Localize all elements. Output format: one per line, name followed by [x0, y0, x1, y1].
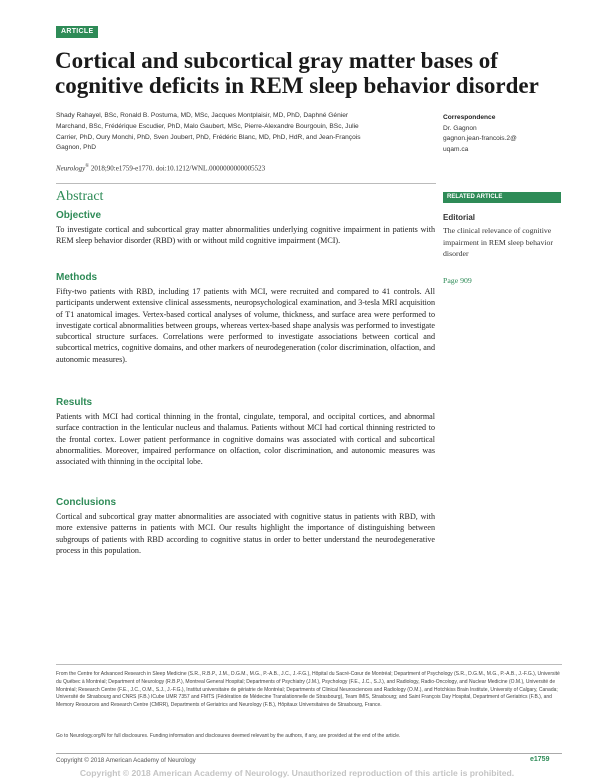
page-number: e1759	[530, 756, 550, 763]
correspondence-name: Dr. Gagnon	[443, 124, 477, 132]
registered-mark: ®	[85, 164, 90, 169]
results-text: Patients with MCI had cortical thinning in the frontal, cingulate, temporal, and occipital cortices, and abnormal surface contraction in the lenticular nucleus and thalamus. Patients without MCI had cortical thinning restricted to the frontal cortex. Lower patient performance in cognitive domains was associated with cortical and subcortical abnormalities. Moreover, impaired performance on olfaction, color discrimination, and autonomic measures was associated with thinning in the occipital lobe.	[56, 412, 435, 467]
related-page-link[interactable]: Page 909	[443, 276, 472, 285]
correspondence-block	[443, 113, 553, 155]
footnote-divider	[56, 664, 562, 665]
abstract-heading: Abstract	[56, 189, 104, 204]
methods-text: Fifty-two patients with RBD, including 17 patients with MCI, were recruited and compared to 41 controls. All participants underwent extensive clinical assessments, neuropsychological examination, and 3-tesla MRI acquisition of T1 anatomical images. Vertex-based cortical analyses of volume, thickness, and surface area were performed to investigate cortical abnormalities between groups, whereas vertex-based shape analysis was performed to investigate subcortical structure surfaces. Correlations were performed to investigate associations between cortical and subcortical metrics, cognitive domains, and other markers of neurodegeneration (color discrimination, olfaction, and autonomic measures).	[56, 287, 435, 364]
article-title: Cortical and subcortical gray matter bases of cognitive deficits in REM sleep behavior disorder	[55, 48, 539, 98]
correspondence-email-line2[interactable]: uqam.ca	[443, 145, 469, 153]
article-type-badge: ARTICLE	[56, 26, 98, 38]
conclusions-text: Cortical and subcortical gray matter abnormalities are associated with cognitive status in patients with RBD, with more extensive patterns in patients with MCI. Our results highlight the importance of distinguishing between subgroups of patients with RBD according to cognitive status in order to better understand the neurodegenerative process in this population.	[56, 512, 435, 555]
related-editorial-title[interactable]: The clinical relevance of cognitive impairment in REM sleep behavior disorder	[443, 226, 553, 258]
footer-divider	[56, 753, 562, 754]
affiliations-footnote: From the Centre for Advanced Research in Sleep Medicine (S.R., R.B.P., J.M., D.G.M., M.G., P.-A.B., J.C., J.-F.G.), Hôpital du Sacré-Cœur de Montréal; Department of Psychology (S.R., D.G.M., M.G., P.-A.B., J.-F.G.), Université du Québec à Montréal; Department of Neurology (R.B.P.), Montreal General Hospital; Departments of Psychiatry (J.M.), Psychology (F.E., J.C., S.J.), and Radiology, Radio-Oncology, and Nuclear Medicine (O.M.), Université de Montréal; Research Centre (F.E., J.C., O.M., S.J., J.-F.G.), Institut universitaire de gériatrie de Montréal; Departments of Clinical Neurosciences and Radiology (O.M.), and Hotchkiss Brain Institute, University of Calgary, Canada; Université de Strasbourg and CNRS (F.B.) ICube UMR 7357 and FMTS (Fédération de Médecine Translationnelle de Strasbourg), Team IMIS, Strasbourg; and Saint François Day Hospital, Department of Geriatrics (F.B.), and Memory Resources and Research Centre (CMRR), Departments of Geriatrics and Neurology (F.B.), Hôpitaux Universitaires de Strasbourg, France.	[56, 671, 560, 709]
methods-heading: Methods	[56, 272, 98, 283]
correspondence-email-line1[interactable]: gagnon.jean-francois.2@	[443, 135, 517, 143]
objective-heading: Objective	[56, 210, 102, 221]
journal-name: Neurology	[56, 164, 86, 173]
copyright-watermark: Copyright © 2018 American Academy of Neurology. Unauthorized reproduction of this article is prohibited.	[79, 768, 515, 778]
related-editorial-heading: Editorial	[443, 213, 476, 222]
author-list: Shady Rahayel, BSc, Ronald B. Postuma, MD, MSc, Jacques Montplaisir, MD, PhD, Daphné Génier Marchand, BSc, Frédérique Escudier, PhD, Malo Gaubert, MSc, Pierre-Alexandre Bourgouin, BSc, Julie Carrier, PhD, Oury Monchi, PhD, Sven Joubert, PhD, Frédéric Blanc, MD, PhD, HdR, and Jean-François Gagnon, PhD	[56, 112, 361, 152]
results-heading: Results	[56, 397, 93, 408]
citation-line	[56, 164, 386, 172]
objective-text: To investigate cortical and subcortical gray matter abnormalities underlying cognitive impairment in patients with REM sleep behavior disorder (RBD) with or without mild cognitive impairment (MCI).	[56, 225, 435, 246]
copyright-line: Copyright © 2018 American Academy of Neurology	[56, 757, 196, 764]
divider	[56, 183, 436, 184]
conclusions-heading: Conclusions	[56, 497, 117, 508]
citation-details: 2018;90:e1759-e1770. doi:10.1212/WNL.0000000000005523	[89, 164, 266, 173]
correspondence-heading: Correspondence	[443, 114, 496, 121]
disclosure-note: Go to Neurology.org/N for full disclosures. Funding information and disclosures deemed relevant by the authors, if any, are provided at the end of the article.	[56, 733, 401, 739]
related-article-badge: RELATED ARTICLE	[443, 192, 561, 203]
